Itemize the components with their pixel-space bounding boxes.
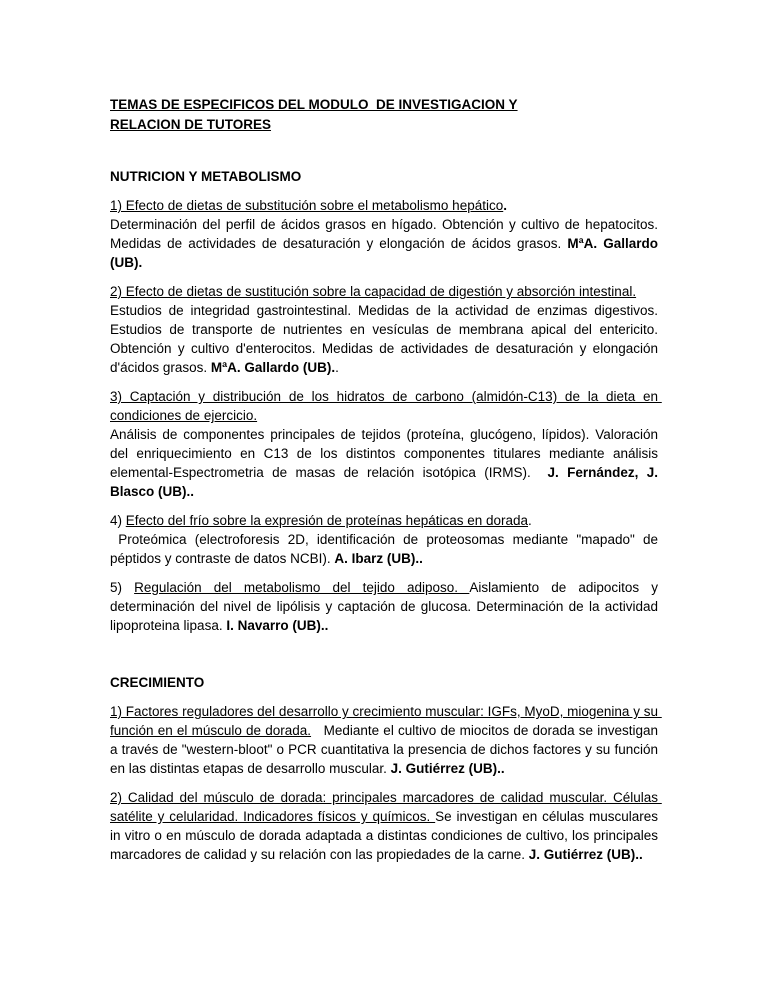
topic-nutricion-4 [110,511,662,568]
tutor-name: J. Gutiérrez (UB).. [528,847,643,862]
topic-title-period: . [503,198,507,213]
topic-description: Estudios de integridad gastrointestinal. Medidas de la actividad de enzimas digestivos. Estudios de transporte de nutrientes en vesículas de membrana apical del entericito. Obtención y cultivo d'enterocitos. Medidas de actividades de desaturación y elongación d'ácidos grasos. [110,303,662,375]
topic-description: Mediante el cultivo de miocitos de dorada se investigan a través de "western-bloot" o PCR cuantitativa la presencia de dichos factores y su función en las distintas etapas de desarrollo muscular. [110,723,662,776]
topic-title: 1) Factores reguladores del desarrollo y crecimiento muscular: IGFs, MyoD, miogenina y su función en el músculo de dorada. [110,704,662,738]
section-crecimiento [110,673,662,864]
topic-title: Efecto del frío sobre la expresión de proteínas hepáticas en dorada [125,513,529,528]
trailing-period: . [335,360,339,375]
topic-nutricion-5 [110,578,662,635]
topic-description: Determinación del perfil de ácidos grasos en hígado. Obtención y cultivo de hepatocitos. Medidas de actividades de desaturación y elongación de ácidos grasos. [110,217,662,251]
tutor-name: MªA. Gallardo (UB). [210,360,336,375]
tutor-name: J. Gutiérrez (UB).. [390,761,505,776]
topic-number: 4) [110,513,126,528]
document-title-line-1: TEMAS DE ESPECIFICOS DEL MODULO DE INVESTIGACION Y [110,97,518,112]
topic-description: Aislamiento de adipocitos y determinación del nivel de lipólisis y captación de glucosa. Determinación de la actividad lipoproteina lipasa. [110,580,662,633]
section-heading-nutricion: NUTRICION Y METABOLISMO [110,169,302,184]
topic-title-period: . [528,513,532,528]
topic-crecimiento-2 [110,788,662,864]
document-title-line-2: RELACION DE TUTORES [110,117,272,132]
topic-description: Proteómica (electroforesis 2D, identificación de proteosomas mediante "mapado" de péptidos y contraste de datos NCBI). [110,532,662,566]
section-heading-crecimiento: CRECIMIENTO [110,675,205,690]
topic-title: Regulación del metabolismo del tejido adiposo. [134,580,470,595]
topic-description: Se investigan en células musculares in vitro o en músculo de dorada adaptada a distintas condiciones de cultivo, los principales marcadores de calidad y su relación con las propiedades de la carne. [110,809,662,862]
topic-title: 1) Efecto de dietas de substitución sobre el metabolismo hepático [110,198,504,213]
topic-number: 5) [110,580,135,595]
tutor-name: J. Fernández, J. Blasco (UB).. [110,465,662,499]
topic-title: 2) Efecto de dietas de sustitución sobre la capacidad de digestión y absorción intestinal. [110,284,637,299]
tutor-name: MªA. Gallardo (UB). [110,236,662,270]
topic-title: 3) Captación y distribución de los hidratos de carbono (almidón-C13) de la dieta en condiciones de ejercicio. [110,389,662,423]
tutor-name: A. Ibarz (UB).. [334,551,423,566]
section-nutricion-y-metabolismo [110,167,662,635]
topic-description: Análisis de componentes principales de tejidos (proteína, glucógeno, lípidos). Valoración del enriquecimiento en C13 de los distintos componentes titulares mediante análisis elemental-Espectrometria de masas de relación isotópica (IRMS). [110,427,662,480]
topic-nutricion-1 [110,196,662,272]
topic-title: 2) Calidad del músculo de dorada: principales marcadores de calidad muscular. Células satélite y celularidad. Indicadores físicos y químicos. [110,790,662,824]
topic-nutricion-3 [110,387,662,501]
document-title [110,95,658,135]
tutor-name: I. Navarro (UB).. [226,618,329,633]
topic-nutricion-2 [110,282,662,377]
topic-crecimiento-1 [110,702,662,778]
